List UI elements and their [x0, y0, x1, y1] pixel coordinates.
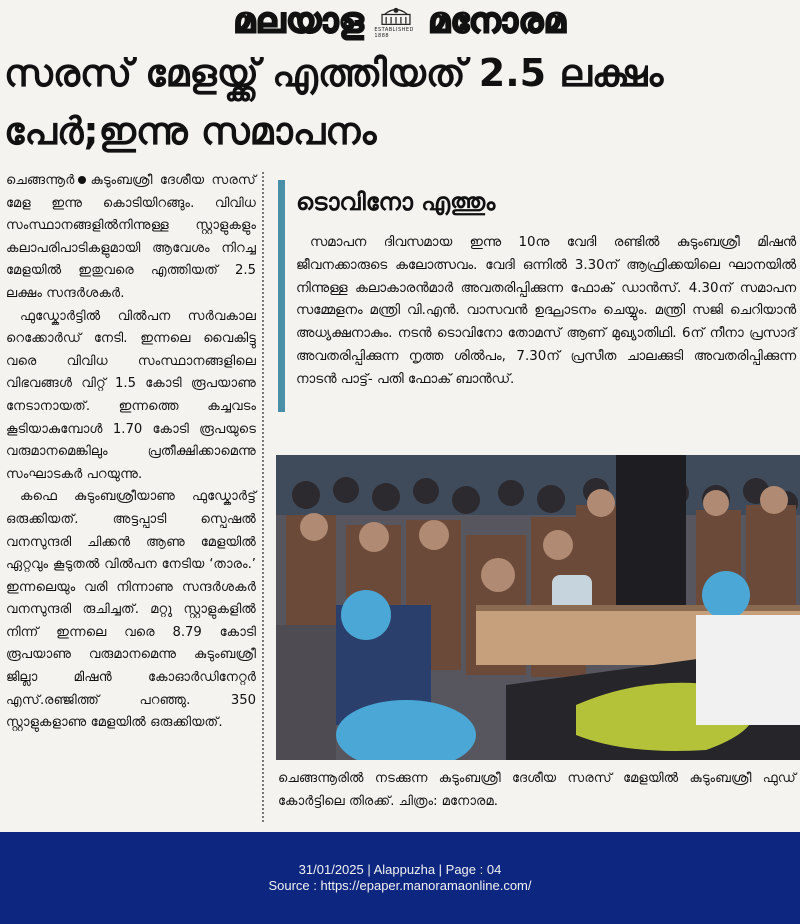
column-divider — [262, 172, 264, 822]
photo-caption: ചെങ്ങന്നൂരിൽ നടക്കുന്ന കുടുംബശ്രീ ദേശീയ സരസ് മേളയിൽ കുടുംബശ്രീ ഫുഡ് കോർട്ടിലെ തിരക്ക്. ചിത്രം: മനോരമ. — [278, 771, 796, 809]
headline-line-1: സരസ് മേളയ്ക്ക് എത്തിയത് 2.5 ലക്ഷം — [4, 51, 664, 95]
box-body: സമാപന ദിവസമായ ഇന്നു 10നു വേദി രണ്ടിൽ കുടുംബശ്രീ മിഷൻ ജീവനക്കാരുടെ കലോത്സവം. വേദി ഒന്നിൽ 3.30ന് ആഫ്രിക്കയിലെ ഘാനയിൽ നിന്നുള്ള കലാകാരൻമാർ അവതരിപ്പിക്കുന്ന ഫോക് ഡാൻസ്. 4.30ന് സമാപന സമ്മേളനം മന്ത്രി വി.എൻ. വാസവൻ ഉദ്ഘാടനം ചെയ്യും. മന്ത്രി സജി ചെറിയാൻ അധ്യക്ഷനാകും. നടൻ ടൊവിനോ തോമസ് ആണ് മുഖ്യാതിഥി. 6ന് നീനാ പ്രസാദ് അവതരിപ്പിക്കുന്ന നൃത്ത ശിൽപം, 7.30ന് പ്രസീത ചാലക്കുടി അവതരിപ്പിക്കുന്ന നാടൻ പാട്ട്- പതി ഫോക് ബാൻഡ്. — [296, 235, 796, 387]
news-photo — [276, 455, 800, 760]
article-body — [6, 170, 256, 735]
emblem-icon — [374, 3, 418, 39]
bullet-icon — [78, 176, 86, 184]
footer-date-page: 31/01/2025 | Alappuzha | Page : 04 — [298, 862, 502, 877]
footer-source-link[interactable]: Source : https://epaper.manoramaonline.com/ — [268, 878, 532, 893]
box-accent-bar — [278, 180, 285, 412]
article-headline — [4, 44, 796, 160]
paragraph-1-text: കുടുംബശ്രീ ദേശീയ സരസ് മേള ഇന്നു കൊടിയിറങ്ങും. വിവിധ സംസ്ഥാനങ്ങളിൽനിന്നുള്ള സ്റ്റാളുകളും കലാപരിപാടികളുമായി ആവേശം നിറച്ച മേളയിൽ ഇതുവരെ എത്തിയത് 2.5 ലക്ഷം സന്ദർശകർ. — [6, 173, 256, 301]
emblem-caption: ESTABLISHED 1888 — [374, 27, 414, 39]
headline-line-2: പേർ;ഇന്നു സമാപനം — [4, 109, 377, 153]
masthead-title-right: മനോരമ — [428, 1, 567, 41]
epaper-footer — [0, 832, 800, 924]
article-paragraph-1 — [6, 170, 256, 306]
masthead-title-left: മലയാള — [233, 1, 365, 41]
masthead — [0, 0, 800, 42]
box-title: ടൊവിനോ എത്തും — [296, 188, 496, 216]
article-paragraph-2: ഫുഡ്കോർട്ടിൽ വിൽപന സർവകാല റെക്കോർഡ് നേടി. ഇന്നലെ വൈകിട്ടു വരെ വിവിധ സംസ്ഥാനങ്ങളിലെ വിഭവങ്ങൾ വിറ്റ് 1.5 കോടി രൂപയാണു നേടാനായത്. ഇന്നത്തെ കച്ചവടം കൂടിയാകുമ്പോൾ 1.70 കോടി രൂപയുടെ വരുമാനമെങ്കിലും പ്രതീക്ഷിക്കാമെന്നു സംഘാടകർ പറയുന്നു. — [6, 308, 256, 482]
dateline: ചെങ്ങന്നൂർ — [6, 173, 75, 188]
article-paragraph-3: കഫെ കുടുംബശ്രീയാണു ഫുഡ്കോർട്ട് ഒരുക്കിയത്. അട്ടപ്പാടി സ്പെഷൽ വനസുന്ദരി ചിക്കൻ ആണു മേളയിൽ ഏറ്റവും കൂടുതൽ വിൽപന നേടിയ ‘താരം.’ ഇന്നലെയും വരി നിന്നാണു സന്ദർശകർ വനസുന്ദരി രുചിച്ചത്. മറ്റു സ്റ്റാളുകളിൽ നിന്ന് ഇന്നലെ വരെ 8.79 കോടി രൂപയാണു വരുമാനമെന്നു കുടുംബശ്രീ ജില്ലാ മിഷൻ കോഓർഡിനേറ്റർ എസ്.രഞ്ജിത്ത് പറഞ്ഞു. 350 സ്റ്റാളുകളാണു മേളയിൽ ഒരുക്കിയത്. — [6, 489, 256, 731]
